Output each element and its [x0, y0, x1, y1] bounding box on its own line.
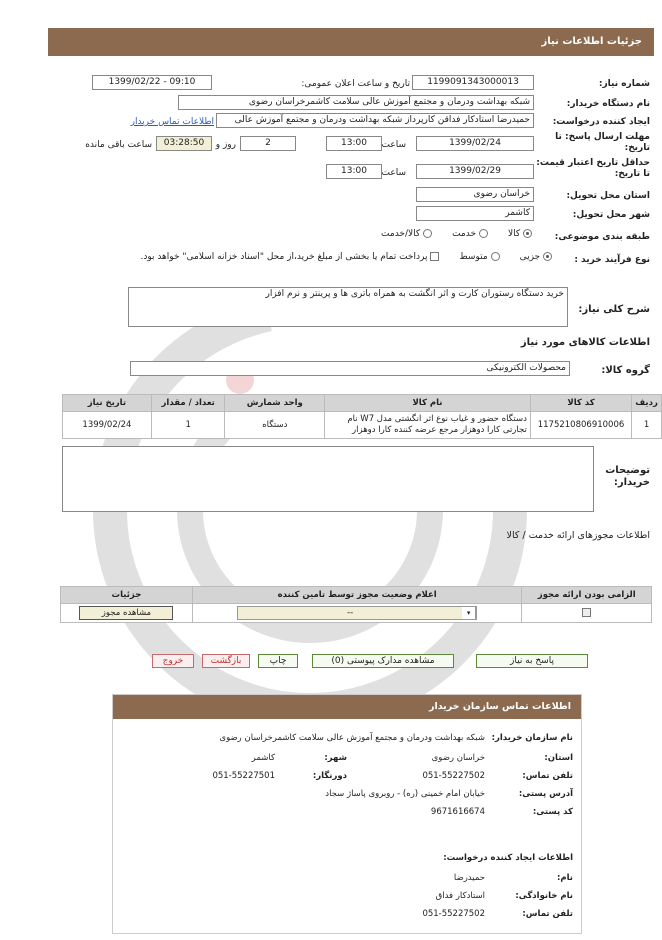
- card-province-label: استان:: [544, 753, 573, 763]
- card-phone-value: 051-55227502: [422, 771, 485, 781]
- card-last-value: استادکار فداق: [435, 891, 485, 901]
- attachments-button[interactable]: مشاهده مدارک پیوستی (0): [312, 654, 454, 668]
- permit-col-details: جزئیات: [61, 587, 193, 604]
- chevron-down-icon[interactable]: ▾: [462, 607, 476, 619]
- org-label: نام سازمان خریدار:: [491, 733, 573, 743]
- category-radio-both[interactable]: [423, 229, 432, 238]
- permit-status-value: --: [347, 608, 354, 618]
- province-field: خراسان رضوی: [416, 187, 534, 202]
- announce-field: 1399/02/22 - 09:10: [92, 75, 212, 90]
- org-value: شبکه بهداشت ودرمان و مجتمع آموزش عالی سلامت کاشمرخراسان رضوی: [219, 733, 485, 743]
- col-unit: واحد شمارش: [225, 395, 325, 412]
- days-label: روز و: [215, 140, 236, 150]
- announce-label: تاریخ و ساعت اعلان عمومی:: [301, 79, 410, 89]
- category-radio-goods[interactable]: [523, 229, 532, 238]
- summary-label: شرح کلی نیاز:: [578, 304, 650, 315]
- process-medium-label: متوسط: [459, 252, 488, 262]
- col-date: تاریخ نیاز: [63, 395, 152, 412]
- card-postal-value: 9671616674: [430, 807, 485, 817]
- cell-name: دستگاه حضور و غیاب نوع اثر انگشتی مدل W7 نام تجارتی کارا دوهزار مرجع عرضه کننده کارا دوهزار: [325, 412, 531, 439]
- deadline-date-field: 1399/02/24: [416, 136, 534, 151]
- permit-col-status: اعلام وضعیت مجوز توسط تامین کننده: [192, 587, 522, 604]
- card-phone-label: تلفن تماس:: [522, 771, 573, 781]
- contact-card: [112, 694, 582, 934]
- cell-date: 1399/02/24: [63, 412, 152, 439]
- card-creator-phone-label: تلفن تماس:: [522, 909, 573, 919]
- process-label: نوع فرآیند خرید :: [574, 255, 650, 265]
- city-field: کاشمر: [416, 206, 534, 221]
- contact-card-header: [113, 695, 581, 719]
- need-number-field: 1199091343000013: [412, 75, 534, 90]
- buyer-label: نام دستگاه خریدار:: [566, 99, 650, 109]
- deadline-time-label: ساعت: [381, 140, 406, 150]
- buyer-notes-label: توضیحات خریدار:: [605, 465, 650, 488]
- province-label: استان محل تحویل:: [566, 191, 650, 201]
- permit-required-checkbox: [582, 608, 591, 617]
- validity-date-field: 1399/02/29: [416, 164, 534, 179]
- contact-card-title: اطلاعات تماس سازمان خریدار: [428, 701, 571, 712]
- page-header: [48, 28, 654, 56]
- card-fax-label: دورنگار:: [312, 771, 347, 781]
- deadline-time-field: 13:00: [326, 136, 382, 151]
- cell-qty: 1: [151, 412, 225, 439]
- process-radio-medium[interactable]: [491, 252, 500, 261]
- buyer-notes-textarea: [62, 446, 594, 512]
- card-province-value: خراسان رضوی: [431, 753, 485, 763]
- permit-col-required: الزامی بودن ارائه مجوز: [522, 587, 652, 604]
- process-minor-label: جزیی: [519, 252, 541, 262]
- category-both-label: کالا/خدمت: [381, 229, 421, 239]
- card-creator-phone-value: 051-55227502: [422, 909, 485, 919]
- buyer-field: شبکه بهداشت ودرمان و مجتمع آموزش عالی سلامت کاشمرخراسان رضوی: [178, 95, 534, 110]
- card-city-value: کاشمر: [251, 753, 275, 763]
- summary-textarea: خرید دستگاه رستوران کارت و اثر انگشت به همراه باتری ها و پرینتر و نرم افزار: [128, 287, 568, 327]
- permit-status-select[interactable]: [237, 606, 477, 620]
- permits-table-header: [61, 587, 652, 604]
- card-address-label: آدرس پستی:: [518, 789, 573, 799]
- goods-group-field: محصولات الکترونیکی: [130, 361, 570, 376]
- card-last-label: نام خانوادگی:: [515, 891, 573, 901]
- category-goods-label: کالا: [507, 229, 521, 239]
- view-permit-button[interactable]: مشاهده مجوز: [79, 606, 173, 620]
- validity-time-field: 13:00: [326, 164, 382, 179]
- category-radio-service[interactable]: [479, 229, 488, 238]
- deadline-label: مهلت ارسال پاسخ: تا تاریخ:: [555, 132, 650, 153]
- treasury-note: پرداخت تمام یا بخشی از مبلغ خرید،از محل "اسناد خزانه اسلامی" خواهد بود.: [140, 252, 428, 262]
- back-button[interactable]: بازگشت: [202, 654, 250, 668]
- creator-info-title: اطلاعات ایجاد کننده درخواست:: [443, 853, 573, 863]
- cell-code: 1175210806910006: [530, 412, 631, 439]
- permit-required-cell: [522, 604, 652, 623]
- col-qty: تعداد / مقدار: [151, 395, 225, 412]
- permits-title: اطلاعات مجوزهای ارائه خدمت / کالا: [506, 530, 650, 541]
- table-row: [61, 604, 652, 623]
- category-label: طبقه بندی موضوعی:: [554, 232, 650, 242]
- category-radio-group: [381, 229, 532, 239]
- permit-status-cell: [192, 604, 522, 623]
- cell-unit: دستگاه: [225, 412, 325, 439]
- process-radio-minor[interactable]: [543, 252, 552, 261]
- remaining-label: ساعت باقی مانده: [85, 140, 152, 150]
- creator-label: ایجاد کننده درخواست:: [552, 117, 650, 127]
- page-title: جزئیات اطلاعات نیاز: [541, 36, 642, 47]
- exit-button[interactable]: خروج: [152, 654, 194, 668]
- card-first-value: حمیدرضا: [453, 873, 485, 883]
- goods-section-title: اطلاعات کالاهای مورد نیاز: [520, 337, 650, 348]
- print-button[interactable]: چاپ: [258, 654, 298, 668]
- table-row: [63, 412, 662, 439]
- card-first-label: نام:: [556, 873, 573, 883]
- goods-table: [62, 394, 662, 439]
- need-number-label: شماره نیاز:: [598, 79, 650, 89]
- reply-button[interactable]: پاسخ به نیاز: [476, 654, 588, 668]
- card-address-value: خیابان امام خمینی (ره) - روبروی پاساژ سجاد: [325, 789, 485, 799]
- days-field: 2: [240, 136, 296, 151]
- validity-label: حداقل تاریخ اعتبار قیمت: تا تاریخ:: [536, 158, 650, 179]
- col-row: ردیف: [632, 395, 662, 412]
- validity-time-label: ساعت: [381, 168, 406, 178]
- permit-details-cell: [61, 604, 193, 623]
- col-code: کد کالا: [530, 395, 631, 412]
- buyer-contact-link[interactable]: اطلاعات تماس خریدار: [130, 117, 214, 127]
- treasury-checkbox[interactable]: [430, 252, 439, 261]
- card-fax-value: 051-55227501: [212, 771, 275, 781]
- cell-row: 1: [632, 412, 662, 439]
- process-radio-group: [140, 252, 552, 262]
- creator-field: حمیدرضا استادکار فداقن کارپرداز شبکه بهداشت ودرمان و مجتمع آموزش عالی: [216, 113, 534, 128]
- goods-table-header: [63, 395, 662, 412]
- card-city-label: شهر:: [324, 753, 347, 763]
- col-name: نام کالا: [325, 395, 531, 412]
- remaining-time-field: 03:28:50: [156, 136, 212, 151]
- city-label: شهر محل تحویل:: [572, 210, 650, 220]
- card-postal-label: کد پستی:: [532, 807, 573, 817]
- permits-table: [60, 586, 652, 623]
- goods-group-label: گروه کالا:: [601, 365, 650, 376]
- category-service-label: خدمت: [452, 229, 477, 239]
